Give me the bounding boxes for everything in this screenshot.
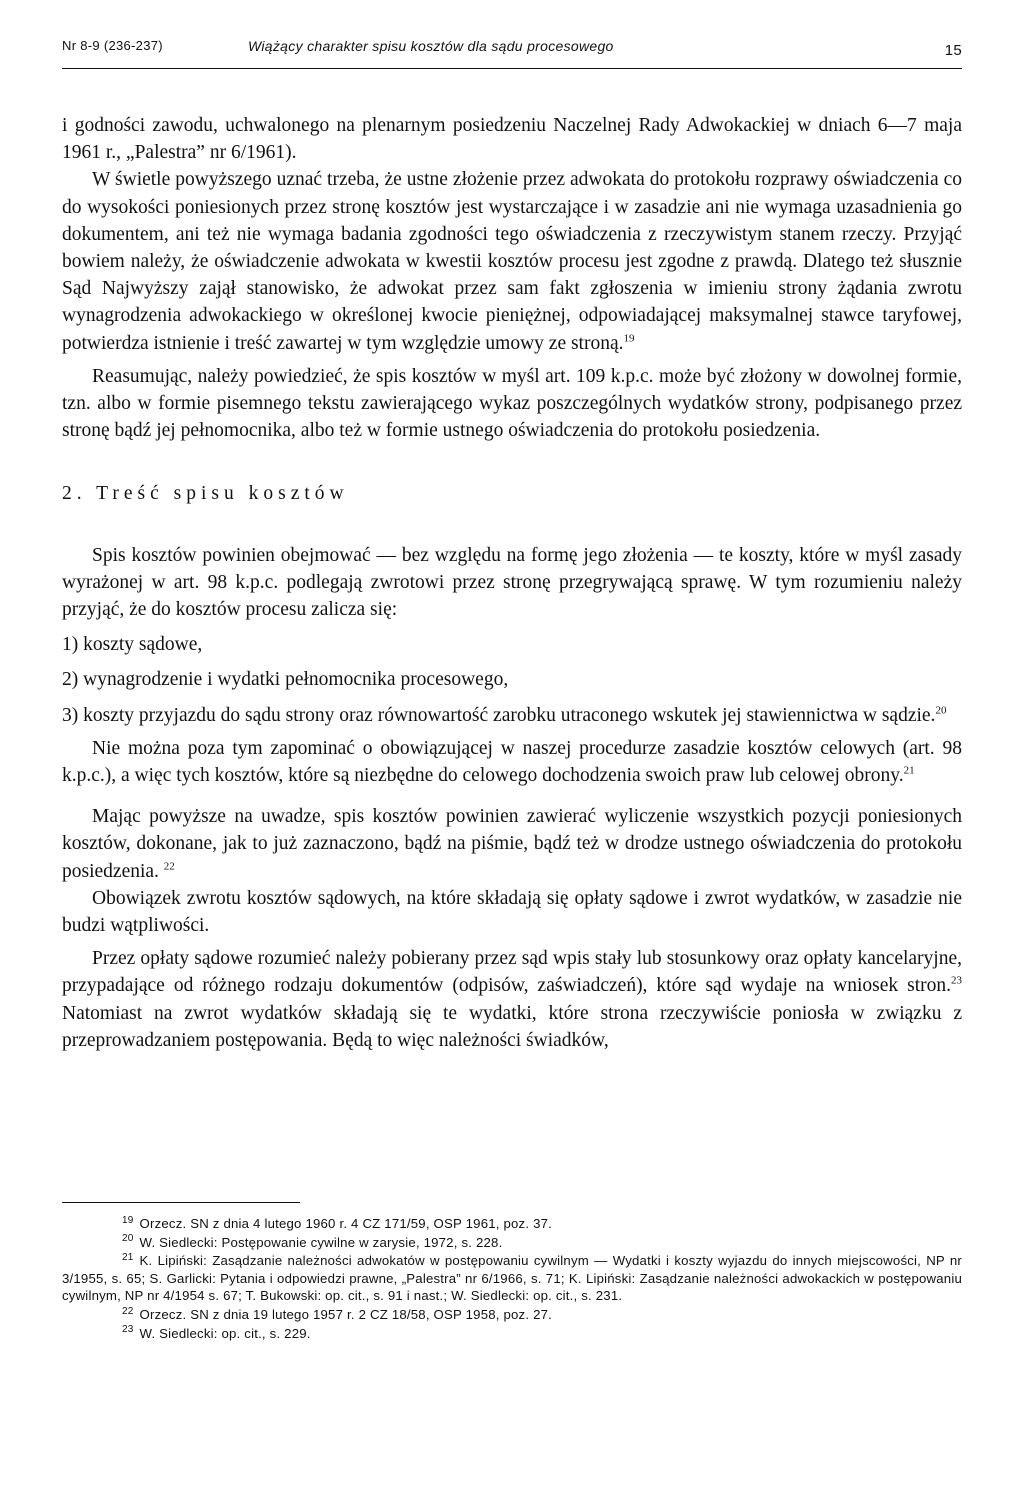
list-item: 2) wynagrodzenie i wydatki pełnomocnika procesowego, bbox=[62, 669, 509, 691]
footnote: $^{20}$ W. Siedlecki: Postępowanie cywilne w zarysie, 1972, s. 228. bbox=[122, 1233, 503, 1250]
footnote-rule bbox=[62, 1202, 300, 1203]
paragraph: W świetle powyższego uznać trzeba, że ustne złożenie przez adwokata do protokołu rozprawy oświadczenia co do wysokości poniesionych przez stronę kosztów jest wystarczające i w zasadzie ani nie wymaga uzasadnienia go dokumentem, ani też nie wymaga badania zgodności tego oświadczenia z rzeczywistym stanem rzeczy. Przyjąć bowiem należy, że oświadczenie adwokata w kwestii kosztów procesu jest zgodne z prawdą. Dlatego też słusznie Sąd Najwyższy zajął stanowisko, że adwokat przez sam fakt zgłoszenia w imieniu strony żądania zwrotu wynagrodzenia adwokackiego w określonej kwocie pieniężnej, odpowiadającej maksymalnej stawce taryfowej, potwierdza istnienie i treść zawartej w tym względzie umowy ze stroną.$^{19}$ bbox=[62, 169, 962, 354]
list-item: 1) koszty sądowe, bbox=[62, 634, 203, 656]
paragraph: Spis kosztów powinien obejmować — bez względu na formę jego złożenia — te koszty, które w myśl zasady wyrażonej w art. 98 k.p.c. podlegają zwrotowi przez stronę przegrywającą sprawę. W tym rozumieniu należy przyjąć, że do kosztów procesu zalicza się: bbox=[62, 544, 962, 621]
running-header bbox=[62, 36, 962, 66]
footnote: $^{21}$ K. Lipiński: Zasądzanie należności adwokatów w postępowaniu cywilnym — Wydatki i koszty wyjazdu do innych miejscowości, NP nr 3/1955, s. 65; S. Garlicki: Pytania i odpowiedzi prawne, „Palestra” nr 6/1966, s. 71; K. Lipiński: Zasądzanie należności adwokackich w postępowaniu cywilnym, NP nr 4/1954 s. 67; T. Bukowski: op. cit., s. 91 i nast.; W. Siedlecki: op. cit., s. 231. bbox=[62, 1251, 962, 1304]
paragraph: Reasumując, należy powiedzieć, że spis kosztów w myśl art. 109 k.p.c. może być złożony w dowolnej formie, tzn. albo w formie pisemnego tekstu zawierającego wykaz poszczególnych wydatków strony, podpisanego przez stronę bądź jej pełnomocnika, albo też w formie ustnego oświadczenia do protokołu posiedzenia. bbox=[62, 365, 962, 442]
paragraph: i godności zawodu, uchwalonego na plenarnym posiedzeniu Naczelnej Rady Adwokackiej w dniach 6—7 maja 1961 r., „Palestra” nr 6/1961). bbox=[62, 115, 962, 164]
main-text bbox=[62, 112, 962, 1054]
header-rule bbox=[62, 68, 962, 69]
issue-number: Nr 8-9 (236-237) bbox=[62, 38, 163, 53]
footnote-ref: 23 bbox=[951, 974, 962, 987]
paragraph: Nie można poza tym zapominać o obowiązującej w naszej procedurze zasadzie kosztów celowych (art. 98 k.p.c.), a więc tych kosztów, które są niezbędne do celowego dochodzenia swoich praw lub celowej obrony.$^{21}$ bbox=[62, 737, 962, 787]
footnote-ref: 21 bbox=[903, 764, 915, 777]
section-heading: 2. Treść spisu kosztów bbox=[62, 483, 349, 505]
footnote: $^{23}$ W. Siedlecki: op. cit., s. 229. bbox=[122, 1324, 311, 1341]
paragraph: Mając powyższe na uwadze, spis kosztów powinien zawierać wyliczenie wszystkich pozycji poniesionych kosztów, dokonane, jak to już zaznaczono, bądź na piśmie, bądź też w drodze ustnego oświadczenia do protokołu posiedzenia. $^{22}$ bbox=[62, 806, 962, 882]
footnotes bbox=[62, 1215, 962, 1343]
footnote-ref: 22 bbox=[163, 860, 175, 873]
footnote-ref: 19 bbox=[623, 332, 635, 345]
paragraph: Przez opłaty sądowe rozumieć należy pobierany przez sąd wpis stały lub stosunkowy oraz opłaty kancelaryjne, przypadające od różnego rodzaju dokumentów (odpisów, zaświadczeń), które sąd wydaje na wniosek stron.$^{23}$ Natomiast na zwrot wydatków składają się te wydatki, które strona rzeczywiście poniosła w związku z przeprowadzaniem postępowania. Będą to więc należności świadków, bbox=[62, 948, 962, 1051]
list-item: 3) koszty przyjazdu do sądu strony oraz równowartość zarobku utraconego wskutek jej stawiennictwa w sądzie.$^{20}$ bbox=[62, 704, 947, 726]
footnote-ref: 20 bbox=[935, 704, 947, 717]
footnote: $^{19}$ Orzecz. SN z dnia 4 lutego 1960 r. 4 CZ 171/59, OSP 1961, poz. 37. bbox=[122, 1214, 553, 1231]
running-title: Wiążący charakter spisu kosztów dla sądu procesowego bbox=[248, 38, 614, 54]
page-number: 15 bbox=[944, 42, 962, 59]
footnote: $^{22}$ Orzecz. SN z dnia 19 lutego 1957 r. 2 CZ 18/58, OSP 1958, poz. 27. bbox=[122, 1305, 553, 1322]
paragraph: Obowiązek zwrotu kosztów sądowych, na które składają się opłaty sądowe i zwrot wydatków, w zasadzie nie budzi wątpliwości. bbox=[62, 887, 962, 937]
